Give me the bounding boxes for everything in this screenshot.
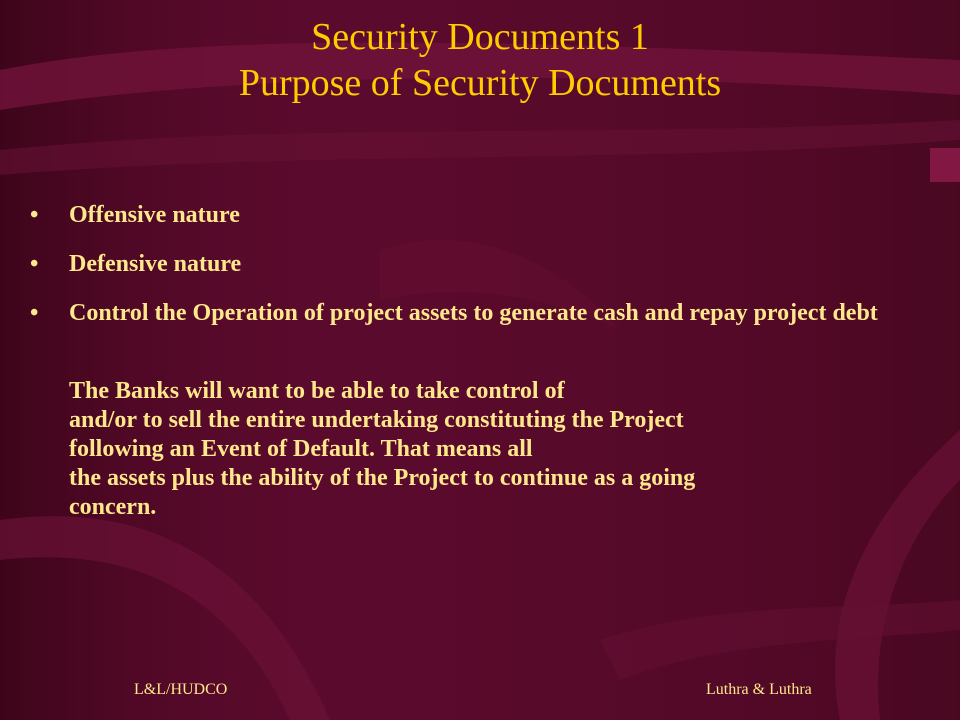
paragraph-line: and/or to sell the entire undertaking constituting the Project	[69, 407, 684, 433]
footer-right-text: Luthra & Luthra	[706, 681, 812, 698]
bullet-list	[30, 199, 920, 346]
bullet-text: Offensive nature	[69, 202, 240, 228]
title-line-1: Security Documents 1	[311, 16, 649, 58]
bullet-icon: •	[30, 202, 39, 228]
paragraph-line: the assets plus the ability of the Project to continue as a going	[69, 465, 696, 491]
bullet-icon: •	[30, 251, 39, 277]
slide-title	[0, 14, 960, 106]
bullet-text: Control the Operation of project assets to generate cash and repay project debt	[69, 300, 878, 326]
paragraph-line: concern.	[69, 494, 157, 520]
paragraph-line: following an Event of Default. That means all	[69, 436, 533, 462]
bullet-text: Defensive nature	[69, 251, 242, 277]
bullet-icon: •	[30, 300, 39, 326]
title-line-2: Purpose of Security Documents	[238, 62, 722, 104]
paragraph-line: The Banks will want to be able to take control of	[69, 378, 565, 404]
explanation-paragraph	[69, 377, 939, 522]
footer-left-text: L&L/HUDCO	[134, 681, 228, 698]
bullet-item-control	[30, 297, 920, 329]
bullet-item-offensive	[30, 199, 920, 231]
bullet-item-defensive	[30, 248, 920, 280]
